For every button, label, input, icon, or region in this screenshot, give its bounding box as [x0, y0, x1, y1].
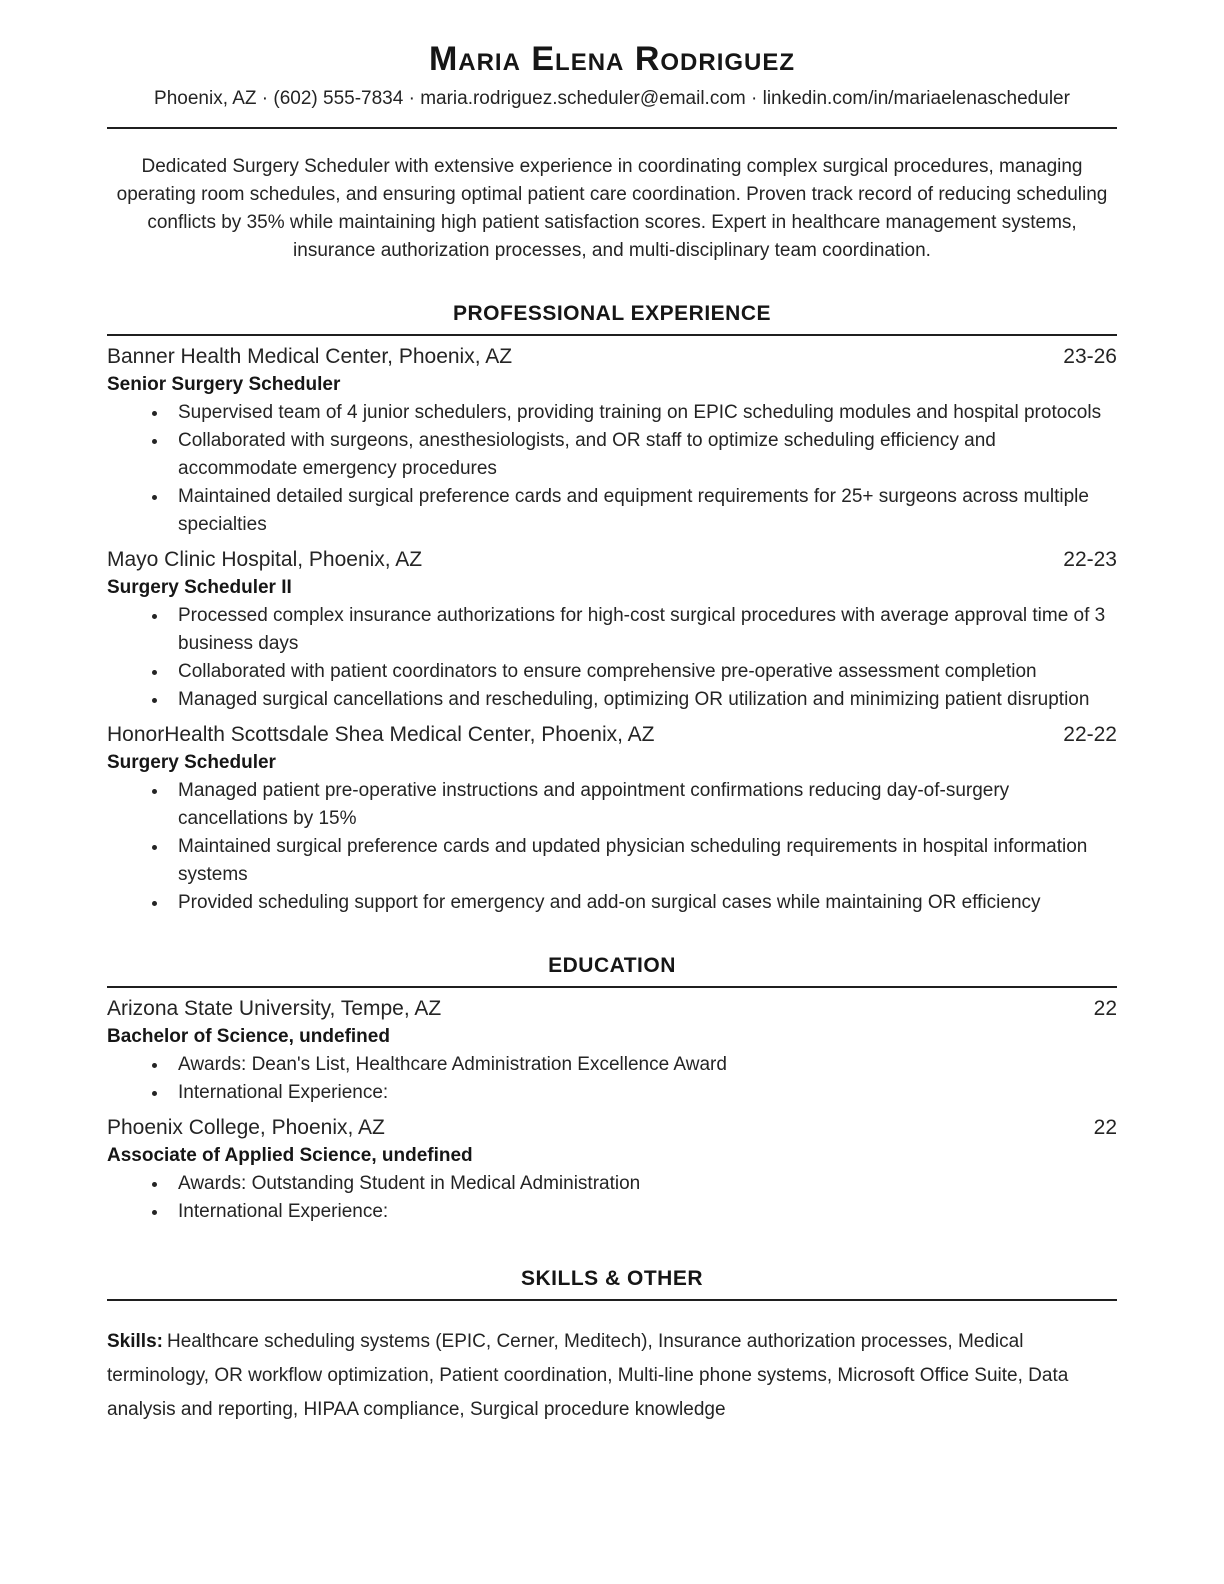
school-name: Phoenix College, Phoenix, AZ — [107, 1116, 385, 1139]
skills-section-heading: SKILLS & OTHER — [107, 1266, 1117, 1301]
school-entry-asu — [107, 995, 1117, 1107]
school-header-row — [107, 995, 1117, 1023]
section-education — [107, 953, 1117, 1226]
job-header-row — [107, 343, 1117, 371]
job-bullet-list — [107, 602, 1117, 714]
school-bullet-list — [107, 1170, 1117, 1226]
job-entry-mayo-clinic — [107, 546, 1117, 714]
job-title: Surgery Scheduler II — [107, 577, 292, 598]
job-bullet: • Processed complex insurance authorizations for high-cost surgical procedures with average approval time of 3 business days — [169, 602, 1117, 658]
company-name: HonorHealth Scottsdale Shea Medical Center, Phoenix, AZ — [107, 723, 655, 746]
school-entry-phoenix-college — [107, 1114, 1117, 1226]
section-professional-experience — [107, 301, 1117, 917]
degree-title: Associate of Applied Science, undefined — [107, 1145, 473, 1166]
job-dates: 22-22 — [1063, 723, 1117, 746]
school-bullet: • Awards: Outstanding Student in Medical Administration — [169, 1170, 1117, 1198]
job-bullet: • Supervised team of 4 junior schedulers, providing training on EPIC scheduling modules and hospital protocols — [169, 399, 1117, 427]
school-name: Arizona State University, Tempe, AZ — [107, 997, 442, 1020]
skills-label: Skills: — [107, 1331, 163, 1352]
job-bullet-list — [107, 399, 1117, 539]
education-section-heading: EDUCATION — [107, 953, 1117, 988]
job-bullet: • Managed surgical cancellations and rescheduling, optimizing OR utilization and minimizing patient disruption — [169, 686, 1117, 714]
job-bullet: • Managed patient pre-operative instructions and appointment confirmations reducing day-of-surgery cancellations by 15% — [169, 777, 1117, 833]
company-name: Banner Health Medical Center, Phoenix, AZ — [107, 345, 513, 368]
school-header-row — [107, 1114, 1117, 1142]
job-bullet: • Maintained detailed surgical preference cards and equipment requirements for 25+ surgeons across multiple specialties — [169, 483, 1117, 539]
job-dates: 23-26 — [1063, 345, 1117, 368]
skills-paragraph — [107, 1325, 1117, 1427]
school-bullet: • Awards: Dean's List, Healthcare Administration Excellence Award — [169, 1051, 1117, 1079]
school-bullet: • International Experience: — [169, 1079, 1117, 1107]
job-header-row — [107, 546, 1117, 574]
job-title: Surgery Scheduler — [107, 752, 276, 773]
school-bullet: • International Experience: — [169, 1198, 1117, 1226]
experience-section-heading: PROFESSIONAL EXPERIENCE — [107, 301, 1117, 336]
job-bullet: • Maintained surgical preference cards and updated physician scheduling requirements in hospital information systems — [169, 833, 1117, 889]
company-name: Mayo Clinic Hospital, Phoenix, AZ — [107, 548, 423, 571]
skills-text: Healthcare scheduling systems (EPIC, Cerner, Meditech), Insurance authorization processes, Medical terminology, OR workflow optimization, Patient coordination, Multi-line phone systems, Microsoft Office Suite, Data analysis and reporting, HIPAA compliance, Surgical procedure knowledge — [107, 1331, 1069, 1420]
job-dates: 22-23 — [1063, 548, 1117, 571]
job-header-row — [107, 721, 1117, 749]
summary-paragraph: Dedicated Surgery Scheduler with extensive experience in coordinating complex surgical procedures, managing operating room schedules, and ensuring optimal patient care coordination. Proven track record of reducing scheduling conflicts by 35% while maintaining high patient satisfaction scores. Expert in healthcare management systems, insurance authorization processes, and multi-disciplinary team coordination. — [116, 156, 1108, 261]
job-bullet-list — [107, 777, 1117, 917]
resume-header — [107, 40, 1117, 129]
school-dates: 22 — [1093, 1116, 1117, 1139]
school-bullet-list — [107, 1051, 1117, 1107]
degree-title: Bachelor of Science, undefined — [107, 1026, 390, 1047]
school-dates: 22 — [1093, 997, 1117, 1020]
job-entry-banner-health — [107, 343, 1117, 539]
job-bullet: • Collaborated with surgeons, anesthesiologists, and OR staff to optimize scheduling efficiency and accommodate emergency procedures — [169, 427, 1117, 483]
job-title: Senior Surgery Scheduler — [107, 374, 341, 395]
resume-name: Maria Elena Rodriguez — [428, 40, 796, 78]
section-skills-other — [107, 1266, 1117, 1427]
job-entry-honorhealth — [107, 721, 1117, 917]
contact-line: Phoenix, AZ · (602) 555-7834 · maria.rodriguez.scheduler@email.com · linkedin.com/in/mariaelenascheduler — [154, 88, 1070, 109]
job-bullet: • Collaborated with patient coordinators to ensure comprehensive pre-operative assessment completion — [169, 658, 1117, 686]
job-bullet: • Provided scheduling support for emergency and add-on surgical cases while maintaining OR efficiency — [169, 889, 1117, 917]
